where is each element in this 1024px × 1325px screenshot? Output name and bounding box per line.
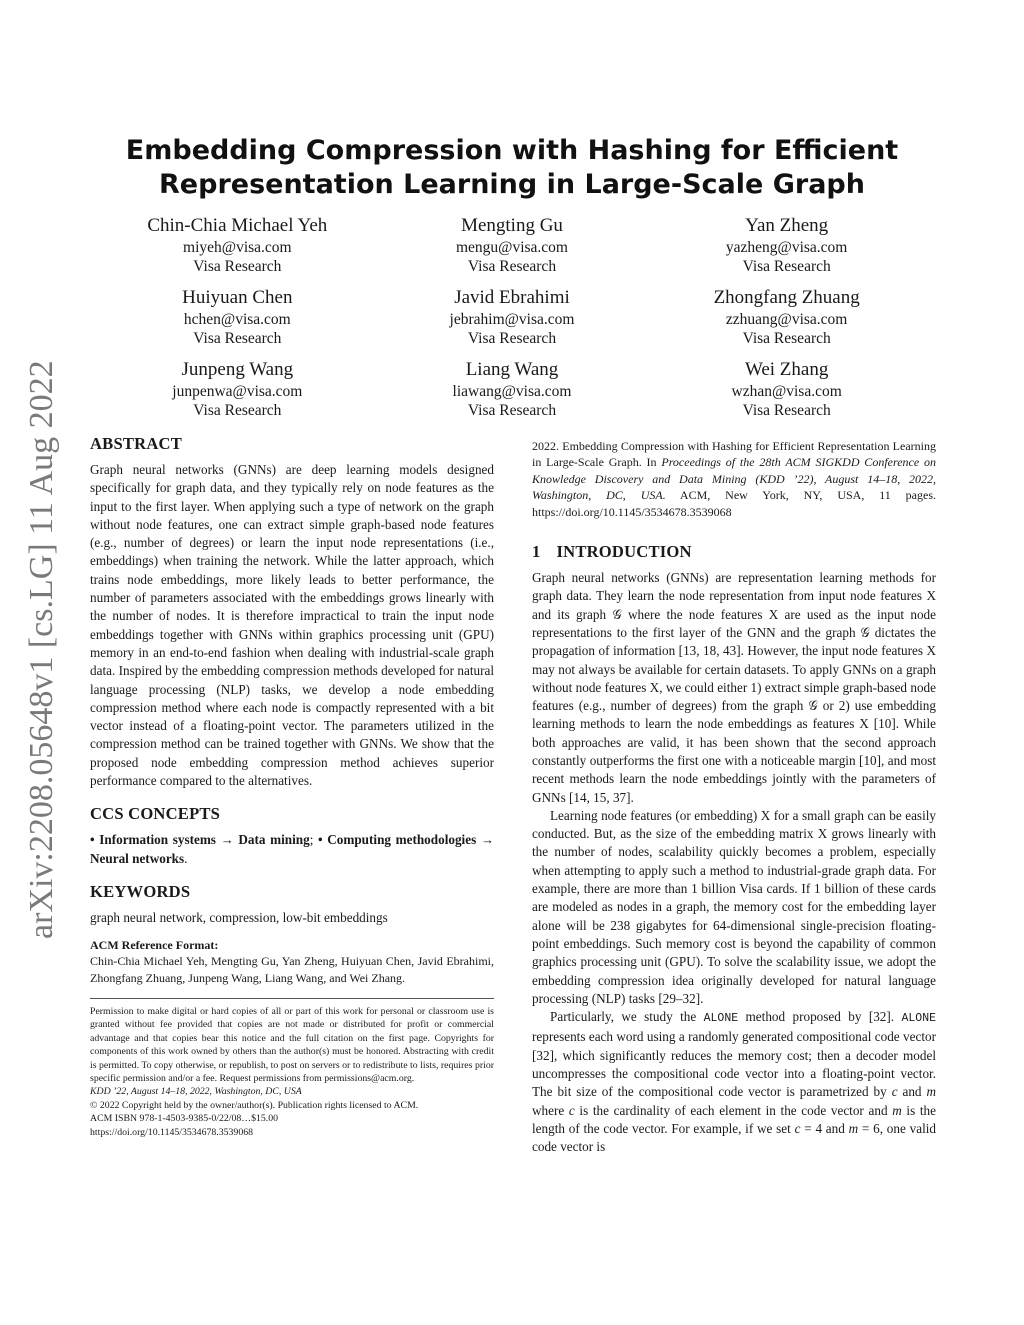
author-name: Yan Zheng	[745, 215, 829, 236]
ccs-separator: ;	[309, 832, 318, 848]
author-name: Junpeng Wang	[181, 359, 294, 380]
author-name: Zhongfang Zhuang	[713, 287, 860, 308]
text-run: is the cardinality of each element in the code vector and	[574, 1102, 893, 1118]
citation-proceedings: Proceedings of the 28th ACM SIGKDD Conference on Knowledge Discovery and Data Mining (KDD ’22), August 14–18, 2022, Washington, DC, USA.	[532, 455, 937, 503]
author-email: mengu@visa.com	[455, 239, 568, 256]
author-email: yazheng@visa.com	[725, 239, 848, 256]
title-line-1: Embedding Compression with Hashing for Efficient	[125, 135, 899, 166]
arxiv-stamp: arXiv:2208.05648v1 [cs.LG] 11 Aug 2022	[23, 360, 60, 940]
right-column	[532, 438, 936, 1157]
venue-line: KDD ’22, August 14–18, 2022, Washington, DC, USA	[90, 1086, 302, 1098]
intro-paragraph-1: Graph neural networks (GNNs) are representation learning methods for graph data. They learn the node representation from input node features X and its graph 𝒢 where the node features X are used as the input node representations to the first layer of the GNN and the graph 𝒢 dictates the propagation of information [13, 18, 43]. However, the input node features X may not always be available for certain datasets. To apply GNNs on a graph without node features X, we could either 1) extract simple graph-based node features (e.g., number of degrees) from the graph 𝒢 or 2) use embedding learning methods to learn the node embeddings as features X [10]. While both approaches are valid, it has been shown that the second approach constantly outperforms the first one with a noticeable margin [10], and most recent methods learn the node embeddings jointly with the parameters of GNNs [14, 15, 37].	[532, 570, 936, 805]
doi-link[interactable]: https://doi.org/10.1145/3534678.3539068	[90, 1126, 254, 1138]
author-name: Chin-Chia Michael Yeh	[147, 215, 328, 236]
text-run: = 6, one valid code vector is	[532, 1120, 936, 1155]
ccs-heading: CCS CONCEPTS	[90, 804, 221, 824]
paper-title	[60, 134, 964, 202]
author-block	[375, 358, 650, 420]
author-affiliation: Visa Research	[742, 258, 831, 275]
section-title: INTRODUCTION	[556, 542, 692, 562]
method-name: ALONE	[703, 1012, 739, 1026]
section-heading-introduction	[532, 542, 936, 562]
copyright-line: © 2022 Copyright held by the owner/author(s). Publication rights licensed to ACM.	[90, 1099, 419, 1111]
ccs-arrow-1: →	[215, 832, 239, 848]
ccs-category-2: • Computing methodologies	[318, 832, 477, 848]
intro-paragraph-3	[532, 1008, 936, 1156]
author-grid	[100, 214, 924, 420]
citation-post: ACM, New York, NY, USA, 11 pages. https://doi.org/10.1145/3534678.3539068	[532, 488, 936, 519]
text-run: method proposed by [32].	[738, 1009, 902, 1025]
author-block	[649, 358, 924, 420]
citation-pre: 2022. Embedding Compression with Hashing for Efficient Representation Learning in Large-Scale Graph. In	[532, 439, 936, 470]
math-var: m	[892, 1102, 902, 1118]
author-affiliation: Visa Research	[467, 330, 557, 347]
author-affiliation: Visa Research	[193, 402, 282, 419]
text-run: represents each word using a randomly generated compositional code vector [32], which significantly reduces the memory cost; then a decoder model uncompresses the compositional code vector into a floating-point vector. The bit size of the compositional code vector is parametrized by	[532, 1029, 936, 1100]
isbn-line: ACM ISBN 978-1-4503-9385-0/22/08…$15.00	[90, 1113, 279, 1125]
author-block	[375, 214, 650, 276]
math-var: c	[568, 1102, 575, 1118]
author-email: hchen@visa.com	[183, 311, 291, 328]
copyright-footnote	[90, 998, 494, 1139]
keywords-text: graph neural network, compression, low-bit embeddings	[90, 909, 388, 925]
method-name: ALONE	[901, 1012, 937, 1026]
author-affiliation: Visa Research	[193, 330, 282, 347]
author-name: Huiyuan Chen	[182, 287, 293, 308]
author-affiliation: Visa Research	[742, 330, 831, 347]
intro-paragraph-2: Learning node features (or embedding) X for a small graph can be easily conducted. But, as the size of the embedding matrix X grows linearly with the number of nodes, scalability quickly becomes a problem, especially when attempting to apply such a method to industrial-grade graph data. For example, there are more than 1 billion Visa cards. If 1 billion of these cards are modeled as nodes in a graph, the memory cost for the embedding layer alone will be 238 gigabytes for 64-dimensional single-precision floating-point embeddings. Such memory cost is beyond the capability of common graphics processing unit (GPU). To solve the scalability issue, we adopt the embedding compression idea originally developed for natural language processing (NLP) tasks [29–32].	[532, 807, 936, 1006]
author-affiliation: Visa Research	[467, 258, 557, 275]
text-run: where	[532, 1102, 569, 1118]
author-block	[100, 358, 375, 420]
acm-reference-text: Chin-Chia Michael Yeh, Mengting Gu, Yan Zheng, Huiyuan Chen, Javid Ebrahimi, Zhongfang Zhuang, Junpeng Wang, Liang Wang, and Wei Zhang.	[90, 954, 494, 985]
ccs-end: .	[184, 850, 188, 866]
citation-text	[532, 438, 936, 520]
author-email: miyeh@visa.com	[183, 239, 292, 256]
text-run: and	[897, 1084, 927, 1100]
ccs-category-1: • Information systems	[90, 832, 216, 848]
author-name: Javid Ebrahimi	[454, 287, 570, 308]
text-run: is the length of the code vector. For example, if we set	[532, 1102, 936, 1136]
abstract-heading: ABSTRACT	[90, 434, 182, 453]
author-email: junpenwa@visa.com	[172, 383, 303, 400]
text-run: = 4 and	[800, 1120, 849, 1136]
author-affiliation: Visa Research	[742, 402, 831, 419]
math-var: m	[848, 1120, 859, 1136]
math-var: c	[794, 1120, 801, 1136]
permission-notice: Permission to make digital or hard copies of all or part of this work for personal or classroom use is granted without fee provided that copies are not made or distributed for profit or commercial advantage and that copies bear this notice and the full citation on the first page. Copyrights for components of this work owned by others than the author(s) must be honored. Abstracting with credit is permitted. To copy otherwise, or republish, to post on servers or to redistribute to lists, requires prior specific permission and/or a fee. Request permissions from permissions@acm.org.	[90, 1006, 494, 1085]
title-line-2: Representation Learning in Large-Scale Graph	[159, 169, 865, 200]
author-name: Liang Wang	[465, 359, 559, 380]
acm-reference-heading: ACM Reference Format:	[90, 938, 219, 953]
author-affiliation: Visa Research	[193, 258, 282, 275]
math-var: m	[926, 1084, 936, 1100]
author-email: liawang@visa.com	[452, 383, 572, 400]
author-block	[649, 214, 924, 276]
author-email: jebrahim@visa.com	[449, 311, 575, 328]
author-block	[100, 214, 375, 276]
author-email: zzhuang@visa.com	[725, 311, 848, 328]
math-var: c	[891, 1084, 898, 1100]
ccs-concepts	[90, 831, 494, 868]
section-number: 1	[532, 542, 541, 562]
author-email: wzhan@visa.com	[731, 383, 842, 400]
ccs-arrow-2: →	[476, 832, 495, 848]
ccs-item-1: Data mining	[238, 832, 310, 848]
author-name: Mengting Gu	[461, 215, 563, 236]
author-affiliation: Visa Research	[467, 402, 557, 419]
author-block	[649, 286, 924, 348]
left-column	[90, 434, 494, 1139]
author-name: Wei Zhang	[744, 359, 829, 380]
abstract-text: Graph neural networks (GNNs) are deep learning models designed specifically for graph data, and they typically rely on node features as the input to the first layer. When applying such a type of network on the graph without node features, one can extract simple graph-based node features (e.g., number of degrees) or learn the input node representations (i.e., embeddings) when training the network. While the latter approach, which trains node embeddings, more likely leads to better performance, the number of parameters associated with the embeddings grows linearly with the number of nodes. It is therefore impractical to train the input node embeddings together with GNNs within graphics processing unit (GPU) memory in an end-to-end fashion when dealing with industrial-scale graph data. Inspired by the embedding compression methods developed for natural language processing (NLP) tasks, we develop a node embedding compression method where each node is compactly represented with a bit vector instead of a floating-point vector. The parameters utilized in the compression method can be trained together with GNNs. We show that the proposed node embedding compression method achieves superior performance compared to the alternatives.	[90, 462, 494, 789]
text-run: Particularly, we study the	[550, 1009, 704, 1025]
author-block	[375, 286, 650, 348]
ccs-item-2: Neural networks	[90, 850, 185, 866]
author-block	[100, 286, 375, 348]
keywords-heading: KEYWORDS	[90, 881, 191, 901]
